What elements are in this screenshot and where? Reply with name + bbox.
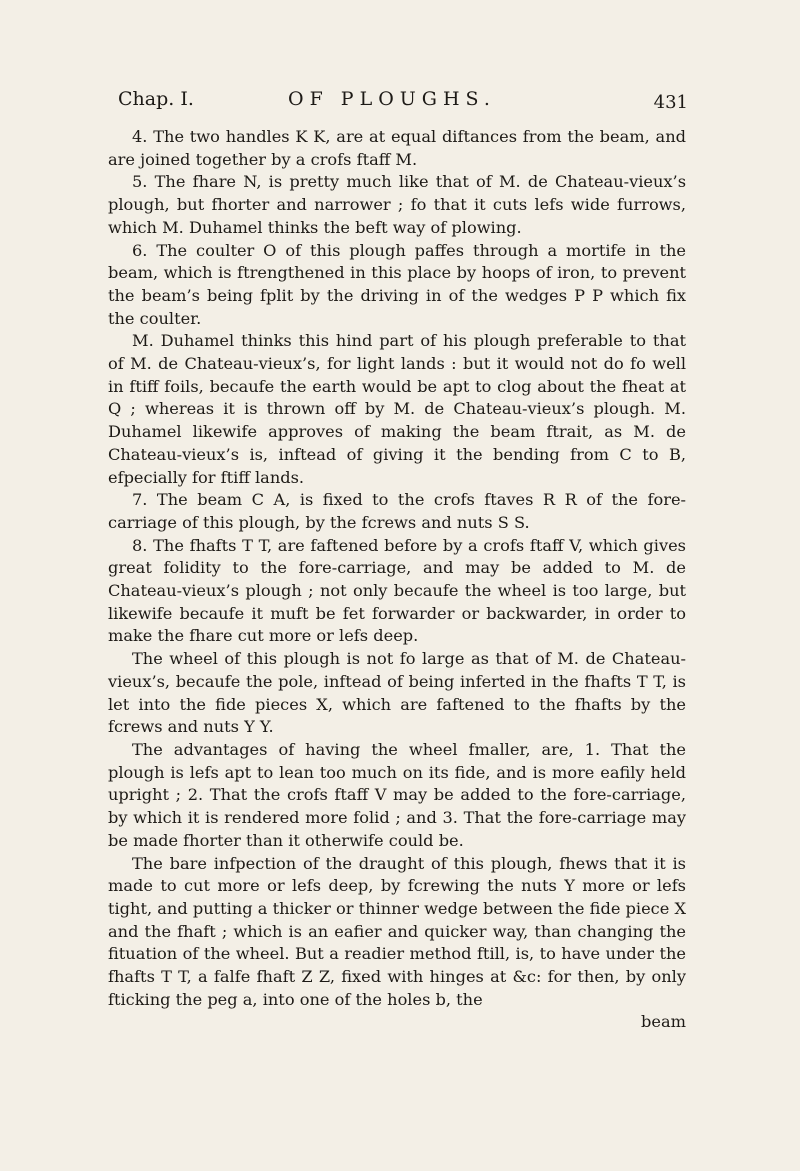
paragraph: The bare infpection of the draught of this plough, fhews that it is made to cut more or lefs deep, by fcrewing the nuts Y more or lefs tight, and putting a thicker or thinner wedge between the fide piece X and the fhaft ; which is an eafier and quicker way, than changing the fituation of the wheel. But a readier method ftill, is, to have under the fhafts T T, a falfe fhaft Z Z, fixed with hinges at &c: for then, by only fticking the peg a, into one of the holes b, the [108, 853, 686, 1009]
paragraph: The advantages of having the wheel fmaller, are, 1. That the plough is lefs apt to lean too much on its fide, and is more eafily held upright ; 2. That the crofs ftaff V may be added to the fore-carriage, by which it is rendered more folid ; and 3. That the fore-carriage may be made fhorter than it otherwife could be. [108, 739, 686, 850]
running-title: OF PLOUGHS. [288, 88, 496, 110]
paragraph: 6. The coulter O of this plough paffes through a mortife in the beam, which is ftrengthened in this place by hoops of iron, to prevent the beam’s being fplit by the driving in of the wedges P P which fix the coulter. [108, 240, 686, 328]
paragraph: 7. The beam C A, is fixed to the crofs ftaves R R of the fore-carriage of this plough, by the fcrews and nuts S S. [108, 490, 686, 532]
paragraph: 5. The fhare N, is pretty much like that of M. de Chateau-vieux’s plough, but fhorter and narrower ; fo that it cuts lefs wide furrows, which M. Duhamel thinks the beft way of plowing. [108, 172, 686, 237]
chapter-label: Chap. I. [118, 88, 194, 110]
paragraph: 4. The two handles K K, are at equal diftances from the beam, and are joined together by a crofs ftaff M. [108, 127, 686, 169]
catchword: beam [641, 1012, 686, 1032]
paragraph: The wheel of this plough is not fo large as that of M. de Chateau-vieux’s, becaufe the pole, inftead of being inferted in the fhafts T T, is let into the fide pieces X, which are faftened to the fhafts by the fcrews and nuts Y Y. [108, 649, 686, 737]
page-body [108, 126, 686, 1034]
paragraph: 8. The fhafts T T, are faftened before by a crofs ftaff V, which gives great folidity to the fore-carriage, and may be added to M. de Chateau-vieux’s plough ; not only becaufe the wheel is too large, but likewife becaufe it muft be fet forwarder or backwarder, in order to make the fhare cut more or lefs deep. [108, 535, 686, 646]
page-number: 431 [653, 92, 688, 113]
paragraph: M. Duhamel thinks this hind part of his plough preferable to that of M. de Chateau-vieux’s, for light lands : but it would not do fo well in ftiff foils, becaufe the earth would be apt to clog about the fheat at Q ; whereas it is thrown off by M. de Chateau-vieux’s plough. M. Duhamel likewife approves of making the beam ftrait, as M. de Chateau-vieux’s is, inftead of giving it the bending from C to B, efpecially for ftiff lands. [108, 331, 686, 487]
running-header [118, 88, 688, 118]
